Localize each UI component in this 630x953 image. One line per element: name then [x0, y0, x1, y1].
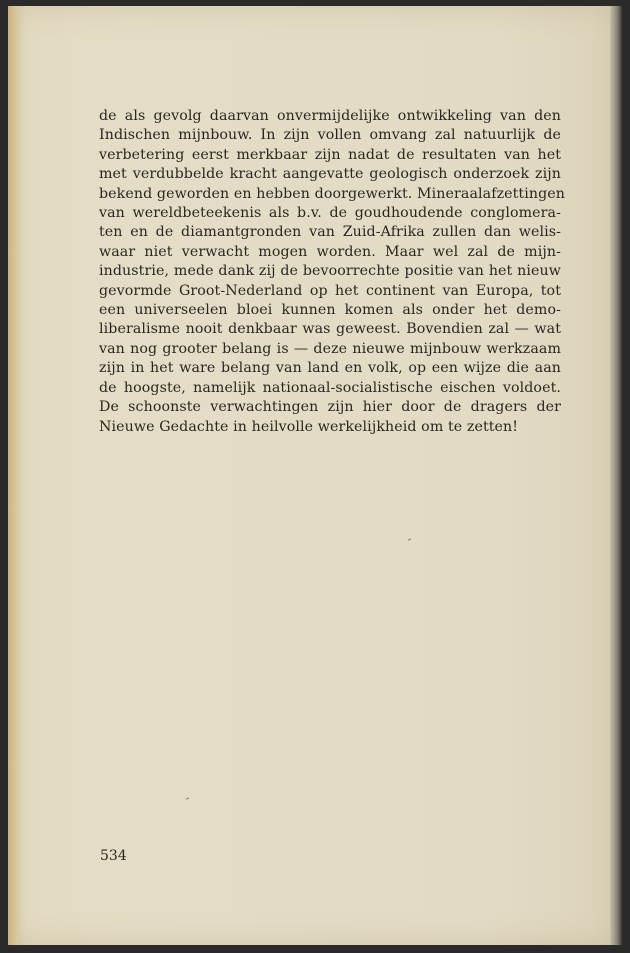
text-line: de als gevolg daarvan onvermijdelijke ontwikkeling van den	[99, 108, 561, 124]
text-line: verbetering eerst merkbaar zijn nadat de resultaten van het	[99, 146, 561, 163]
page-number: 534	[100, 848, 127, 864]
paper-speck	[408, 538, 411, 540]
text-line: liberalisme nooit denkbaar was geweest. Bovendien zal — wat	[99, 321, 561, 338]
text-line: waar niet verwacht mogen worden. Maar wel zal de mijn-	[99, 243, 561, 260]
text-line: Nieuwe Gedachte in heilvolle werkelijkheid om te zetten!	[99, 418, 519, 435]
text-line: van nog grooter belang is — deze nieuwe mijnbouw werkzaam	[99, 340, 561, 357]
text-line: een universeelen bloei kunnen komen als onder het demo-	[99, 302, 561, 319]
text-line: van wereldbeteekenis als b.v. de goudhoudende conglomera-	[99, 205, 561, 222]
paper-speck	[186, 797, 189, 799]
text-line: gevormde Groot-Nederland op het continent van Europa, tot	[99, 282, 561, 299]
text-line: De schoonste verwachtingen zijn hier door de dragers der	[99, 399, 561, 416]
page-gutter-edge	[8, 6, 22, 945]
text-line: Indischen mijnbouw. In zijn vollen omvang zal natuurlijk de	[99, 127, 561, 144]
page-outer-edge	[610, 6, 622, 945]
text-line: ten en de diamantgronden van Zuid-Afrika zullen dan welis-	[99, 224, 561, 241]
text-line: industrie, mede dank zij de bevoorrechte positie van het nieuw	[99, 263, 561, 280]
text-line: met verdubbelde kracht aangevatte geologisch onderzoek zijn	[99, 166, 561, 183]
book-page	[8, 6, 616, 945]
text-line: zijn in het ware belang van land en volk, op een wijze die aan	[99, 360, 561, 377]
text-line: de hoogste, namelijk nationaal-socialistische eischen voldoet.	[99, 379, 561, 396]
text-line: bekend geworden en hebben doorgewerkt. Mineraalafzettingen	[99, 185, 566, 202]
body-paragraph	[99, 107, 566, 437]
